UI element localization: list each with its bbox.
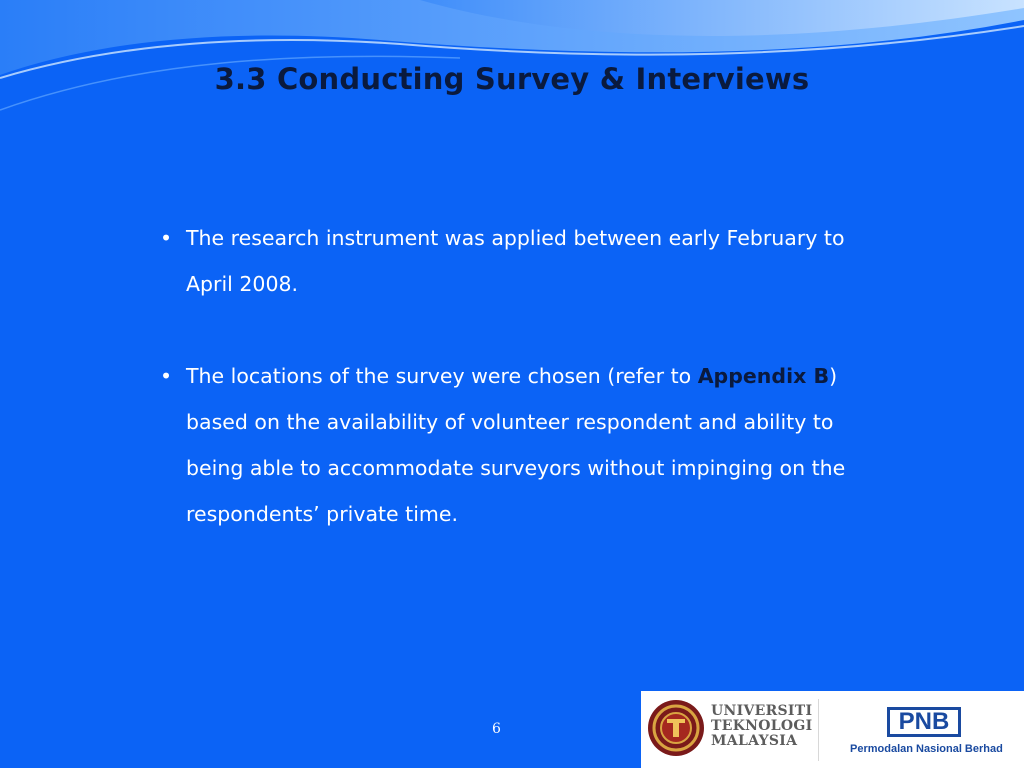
bullet-text-part: ) based on the availability of volunteer respondent and ability to being able to accommodate surveyors without impinging on the respondents’ private time. — [186, 364, 846, 526]
utm-logo-line: TEKNOLOGI — [711, 718, 813, 734]
footer-logos — [641, 691, 1024, 768]
appendix-reference: Appendix B — [697, 364, 830, 388]
bullet-dot-icon: • — [160, 226, 173, 250]
pnb-logo-mark: PNB — [887, 707, 961, 737]
utm-logo-line: UNIVERSITI — [711, 703, 813, 719]
bullet-dot-icon: • — [160, 364, 173, 388]
page-number: 6 — [492, 721, 501, 737]
bullet-item — [160, 353, 850, 537]
pnb-logo-name: Permodalan Nasional Berhad — [850, 743, 1003, 755]
utm-logo-line: MALAYSIA — [711, 733, 798, 749]
bullet-text: The research instrument was applied between early February to April 2008. — [186, 226, 845, 296]
bullet-item — [160, 215, 850, 307]
logo-divider — [818, 699, 819, 761]
slide-title: 3.3 Conducting Survey & Interviews — [214, 62, 810, 96]
bullet-text-part: The locations of the survey were chosen (refer to — [186, 364, 692, 388]
bullet-list — [160, 215, 850, 537]
utm-logo — [711, 704, 813, 749]
utm-seal-icon — [647, 699, 705, 757]
